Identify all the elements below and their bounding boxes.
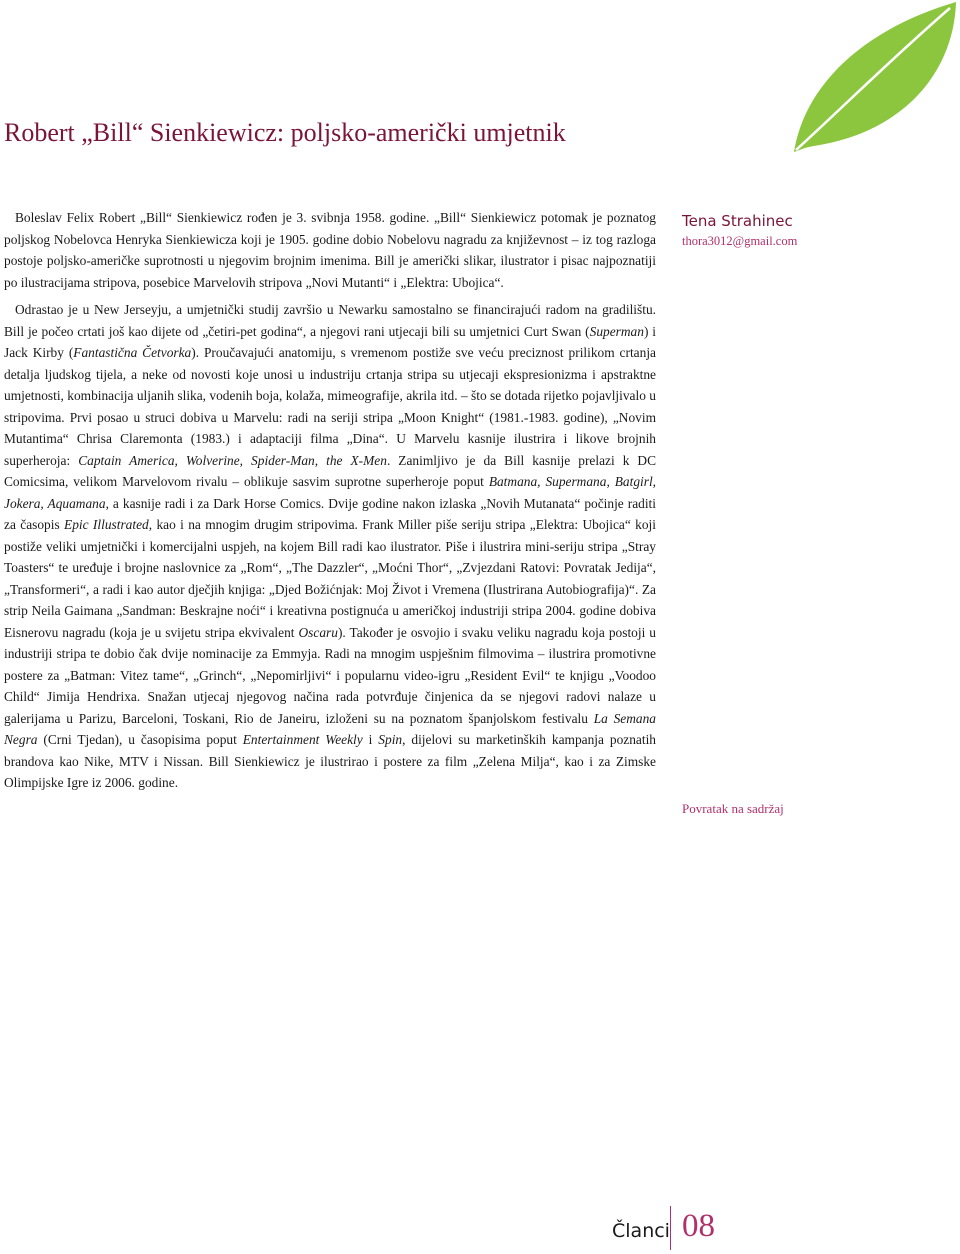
text-run: ). Također je osvojio i svaku veliku nagradu koja postoji u industriji stripa te dobio čak dvije nominacije za Emmyja. Radi na mnogim uspješnim filmovima – ilustrira promotivne postere za „Batman: Vitez tame“, „Grinch“, „Nepomirljivi“ i popularnu video-igru „Resident Evil“ te knjigu „Voodoo Child“ Jimija Hendrixa. Snažan utjecaj njegovog načina rada potvrđuje činjenica da se njegovi radovi nalaze u galerijama u Parizu, Barceloni, Toskani, Rio de Janeiru, izloženi su na poznatom španjolskom festivalu (4, 624, 656, 726)
text-run: , kao i na mnogim drugim stripovima. Frank Miller piše seriju stripa „Elektra: Ubojica“ koji postiže veliki umjetnički i komercijalni uspjeh, na kojem Bill radi kao ilustrator. Piše i ilustrira mini-seriju stripa „Stray Toasters“ te uređuje i brojne naslovnice za „Rom“, „The Dazzler“, „Moćni Thor“, „Zvjezdani Ratovi: Povratak Jedija“, „Transformeri“, a radi i kao autor dječjih knjiga: „Djed Božićnjak: Moj Život i Vremena (Ilustrirana Autobiografija)“. Za strip Neila Gaimana „Sandman: Beskrajne noći“ i kreativna postignuća u američkoj industriji stripa 2004. godine dobiva Eisnerovu nagradu (koja je u svijetu stripa ekvivalent (4, 517, 656, 640)
footer-divider (670, 1206, 671, 1250)
text-run: (Crni Tjedan), u časopisima poput (37, 732, 243, 747)
section-label: Članci (612, 1220, 670, 1242)
article-body (4, 207, 656, 800)
article-paragraph (4, 299, 656, 794)
italic-text: Oscaru (298, 624, 338, 640)
back-to-contents-link[interactable]: Povratak na sadržaj (682, 801, 784, 816)
page-title: Robert „Bill“ Sienkiewicz: poljsko-američki umjetnik (4, 118, 566, 147)
italic-text: Batmana, Supermana, Batgirl, Jokera, Aquamana (4, 474, 657, 511)
text-run: . Zanimljivo je da Bill kasnije prelazi k DC Comicsima, velikom Marvelovom rivalu – oblikuje sasvim suprotne superheroje poput (4, 452, 657, 489)
italic-text: Fantastična Četvorka (73, 345, 192, 360)
author-email[interactable]: thora3012@gmail.com (682, 234, 798, 248)
author-box (682, 212, 932, 249)
page-number: 08 (682, 1208, 715, 1244)
italic-text: La Semana Negra (4, 710, 657, 747)
italic-text: Spin (378, 732, 403, 747)
text-run: ). Proučavajući anatomiju, s vremenom postiže sve veću preciznost prilikom crtanja detalja ljudskog tijela, a neke od novosti koje unosi u industriju crtanja stripa su utjecaji ekspresionizma i apstraktne umjetnosti, kombinacija uljanih slika, vodenih boja, kolaža, mimeografije, akrila itd. – što se dotada rijetko pojavljivalo u stripovima. Prvi posao u struci dobiva u Marvelu: radi na seriji stripa „Moon Knight“ (1981.-1983. godine), „Novim Mutantima“ Chrisa Claremonta (1983.) i adaptaciji filma „Dina“. U Marvelu kasnije ilustrira i likove brojnih superheroja: (4, 345, 656, 468)
text-run: i (362, 732, 379, 747)
leaf-logo (780, 0, 960, 160)
italic-text: Epic Illustrated (64, 517, 149, 532)
italic-text: Superman (589, 323, 644, 339)
italic-text: Captain America, Wolverine, Spider-Man, the X-Men (78, 452, 387, 468)
text-run: , a kasnije radi i za Dark Horse Comics. Dvije godine nakon izlaska „Novih Mutanata“ počinje raditi za časopis (4, 495, 656, 532)
text-run: , dijelovi su marketinških kampanja poznatih brandova kao Nike, MTV i Nissan. Bill Sienkiewicz je ilustrirao i postere za film „Zelena Milja“, kao i za Zimske Olimpijske Igre iz 2006. godine. (4, 732, 656, 790)
italic-text: Entertainment Weekly (242, 732, 363, 747)
author-name: Tena Strahinec (682, 212, 793, 230)
text-run: ) i Jack Kirby ( (4, 323, 656, 360)
text-run: Boleslav Felix Robert „Bill“ Sienkiewicz rođen je 3. svibnja 1958. godine. „Bill“ Sienkiewicz potomak je poznatog poljskog Nobelovca Henryka Sienkiewicza koji je 1905. godine dobio Nobelovu nagradu za književnost – iz tog razloga postoje poljsko-američke suprotnosti u njegovim brojnim imenima. Bill je američki slikar, ilustrator i pisac najpoznatiji po ilustracijama stripova, posebice Marvelovih stripova „Novi Mutanti“ i „Elektra: Ubojica“. (4, 210, 656, 290)
text-run: Odrastao je u New Jerseyju, a umjetnički studij završio u Newarku samostalno se financirajući radom na gradilištu. Bill je počeo crtati još kao dijete od „četiri-pet godina“, a njegovi rani utjecaji bili su umjetnici Curt Swan ( (4, 302, 656, 339)
article-paragraph (4, 207, 656, 293)
